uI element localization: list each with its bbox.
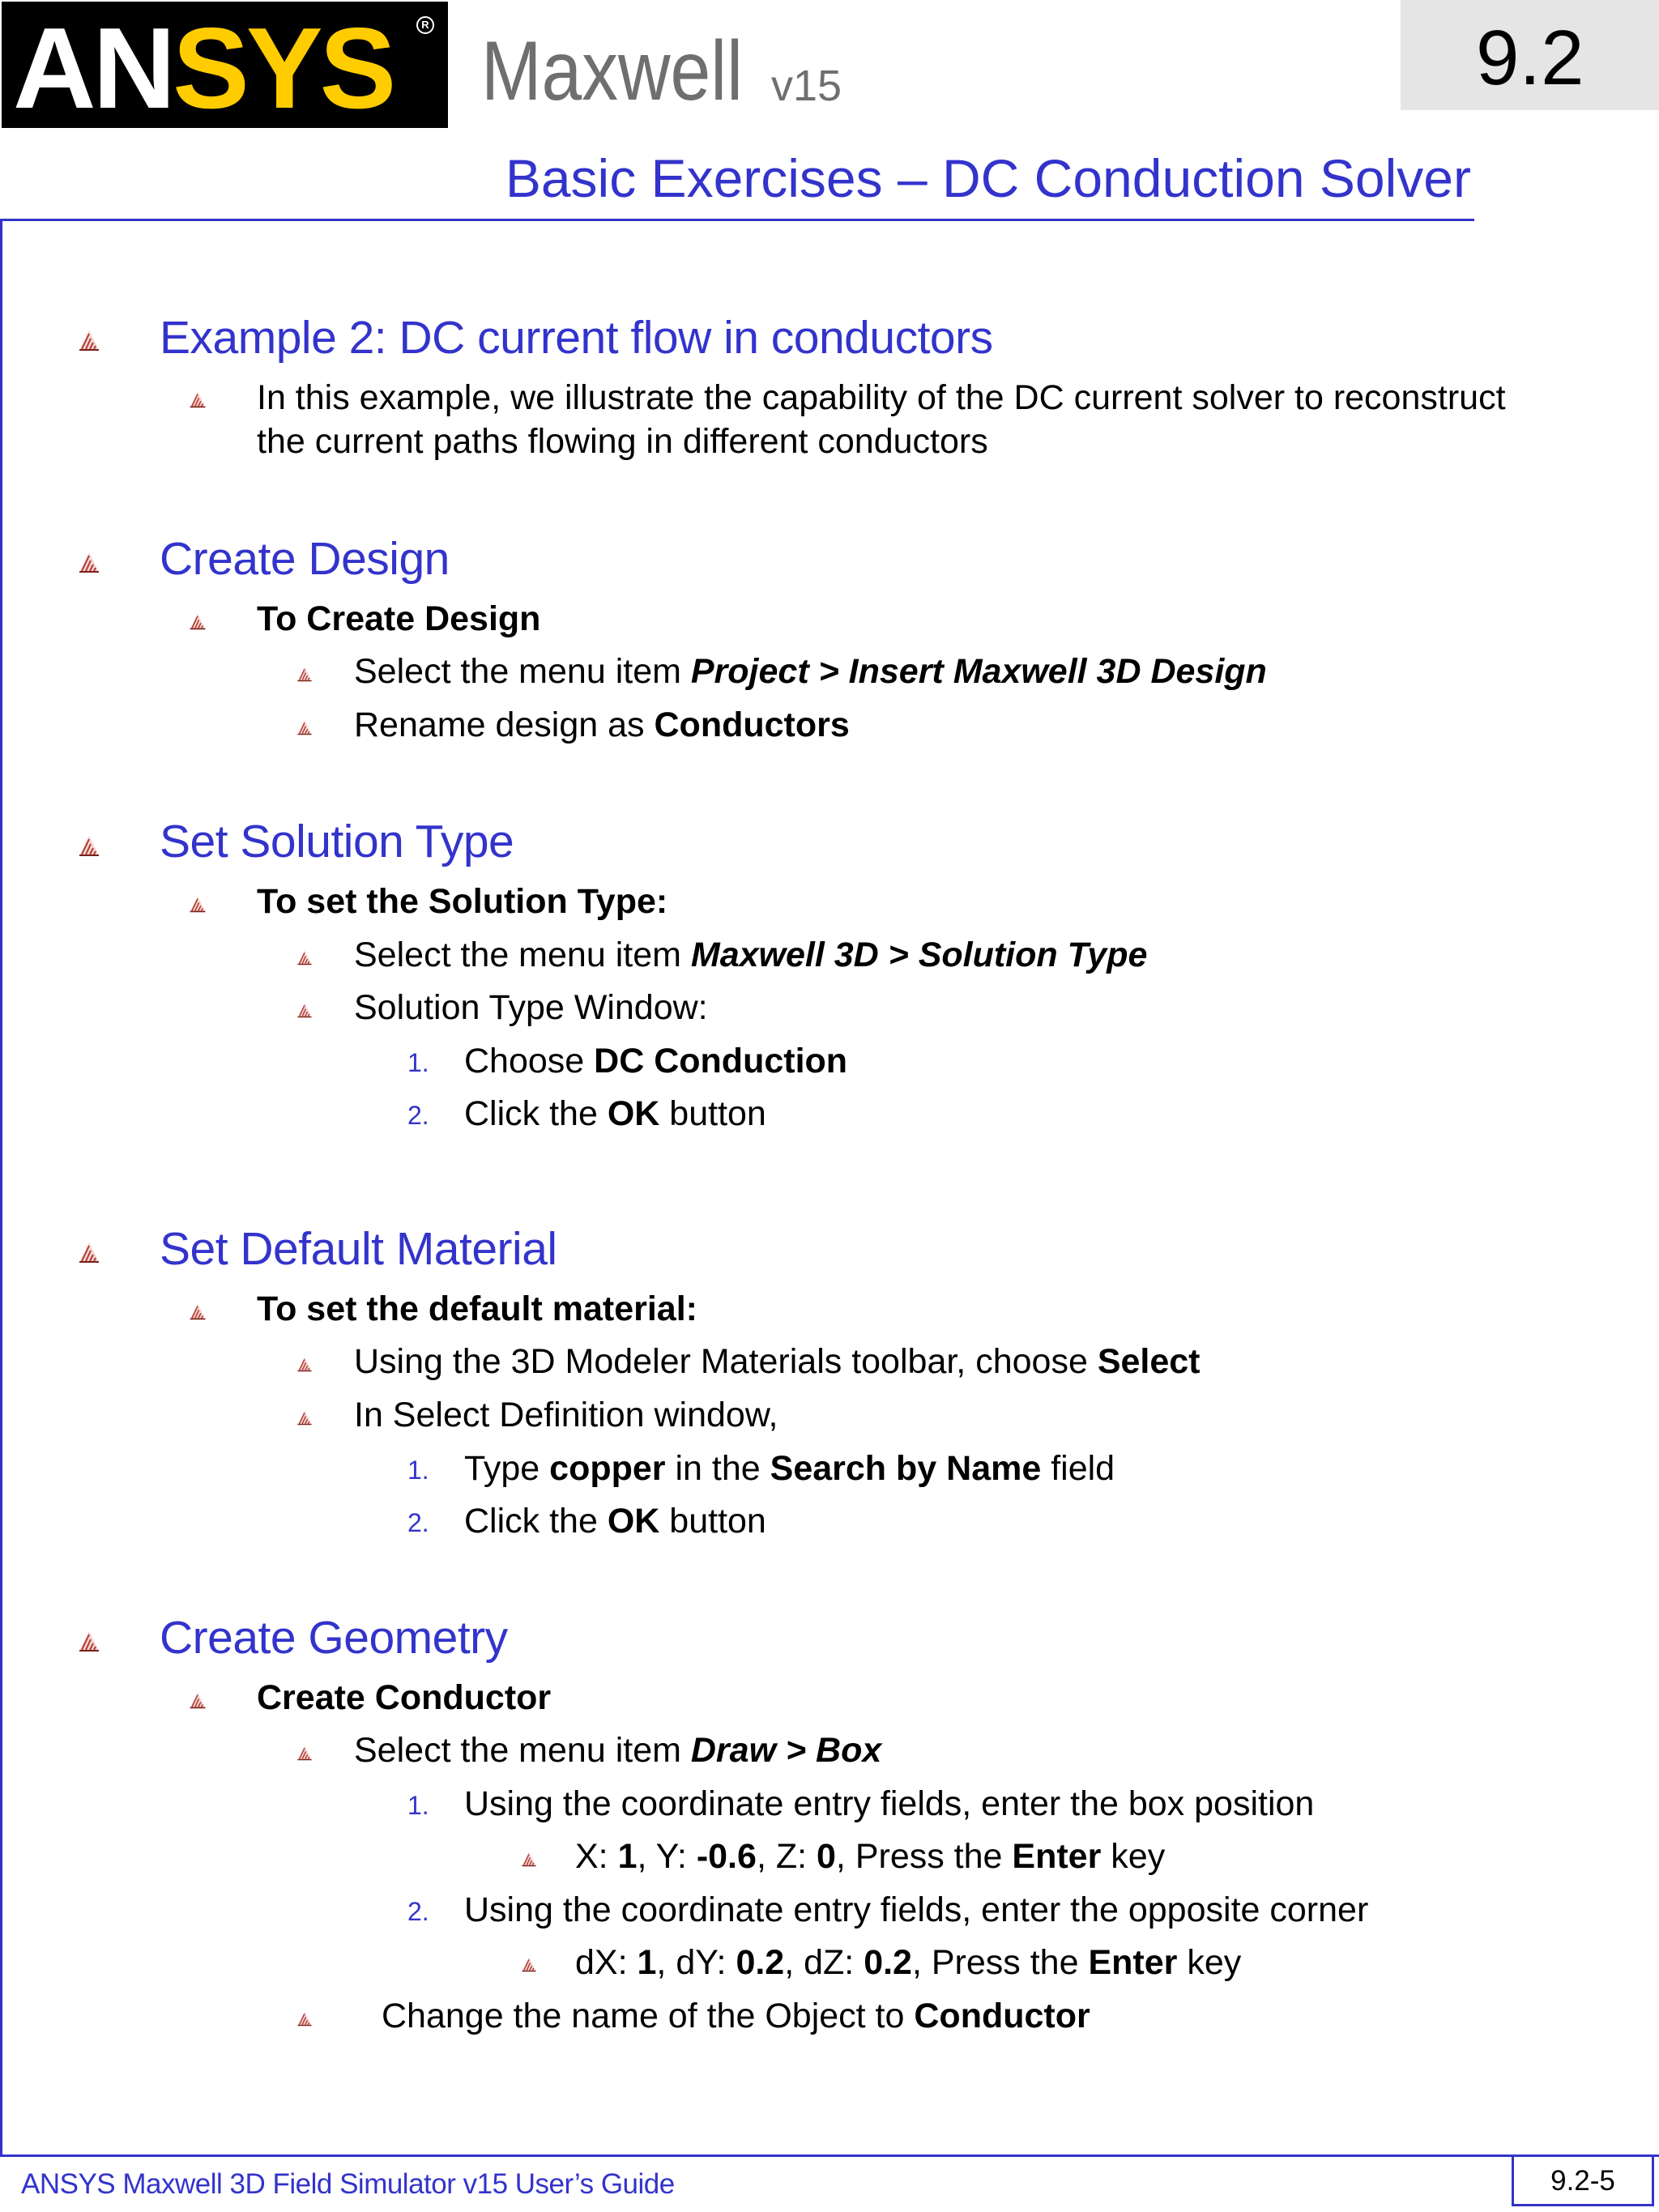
menu-path: Draw > Box	[690, 1731, 882, 1770]
example-description-line-1: In this example, we illustrate the capability of the DC current solver to reconstruct	[257, 378, 1506, 417]
bullet-icon	[296, 1356, 313, 1372]
ansys-logo	[2, 2, 448, 133]
bullet-icon	[189, 390, 207, 408]
solution-type-subheading: To set the Solution Type:	[257, 882, 668, 921]
product-version: v15	[771, 62, 842, 110]
create-geometry-heading: Create Geometry	[160, 1612, 508, 1664]
bullet-icon	[78, 551, 100, 573]
bullet-icon	[78, 329, 100, 352]
header-divider	[0, 219, 1474, 221]
footer-title: ANSYS Maxwell 3D Field Simulator v15 User’s Guide	[21, 2168, 675, 2200]
default-material-step-1: Using the 3D Modeler Materials toolbar, choose Select	[354, 1342, 1201, 1381]
bullet-icon	[296, 1409, 313, 1426]
box-size-values: dX: 1, dY: 0.2, dZ: 0.2, Press the Enter key	[575, 1943, 1242, 1982]
bullet-icon	[296, 666, 313, 682]
bullet-icon	[78, 1241, 100, 1264]
logo-wordmark: ANSYS	[13, 4, 394, 133]
chapter-number: 9.2	[1476, 15, 1584, 101]
box-position-values: X: 1, Y: -0.6, Z: 0, Press the Enter key	[575, 1837, 1166, 1876]
bullet-icon	[78, 1630, 100, 1652]
bullet-icon	[78, 834, 100, 857]
section-title: Basic Exercises – DC Conduction Solver	[505, 148, 1471, 208]
solution-type-substep-2: Click the OK button	[464, 1094, 766, 1133]
bullet-icon	[189, 1302, 207, 1320]
create-design-heading: Create Design	[160, 533, 450, 585]
step-number: 2.	[407, 1508, 429, 1537]
default-material-substep-1: Type copper in the Search by Name field	[464, 1449, 1115, 1488]
step-number: 2.	[407, 1897, 429, 1926]
bullet-icon	[521, 1851, 537, 1867]
default-material-step-2: In Select Definition window,	[354, 1396, 778, 1434]
registered-mark-icon: R	[416, 16, 434, 34]
default-material-heading: Set Default Material	[160, 1223, 557, 1275]
create-geometry-substep-2: Using the coordinate entry fields, enter the opposite corner	[464, 1890, 1369, 1929]
create-design-subheading: To Create Design	[257, 599, 541, 638]
example-heading: Example 2: DC current flow in conductors	[160, 312, 993, 364]
step-number: 1.	[407, 1791, 429, 1820]
create-geometry-substep-1: Using the coordinate entry fields, enter the box position	[464, 1784, 1315, 1823]
bullet-icon	[296, 1002, 313, 1018]
bullet-icon	[296, 2010, 313, 2027]
create-geometry-subheading: Create Conductor	[257, 1678, 552, 1717]
bullet-icon	[296, 949, 313, 965]
default-material-subheading: To set the default material:	[257, 1289, 697, 1328]
left-border	[0, 219, 2, 2154]
create-geometry-step-2: Change the name of the Object to Conductor	[382, 1997, 1090, 2035]
default-material-substep-2: Click the OK button	[464, 1502, 766, 1541]
bullet-icon	[189, 1691, 207, 1709]
menu-path: Project > Insert Maxwell 3D Design	[690, 652, 1267, 691]
solution-type-step-2: Solution Type Window:	[354, 988, 708, 1027]
create-design-step-1: Select the menu item Project > Insert Maxwell 3D Design	[354, 652, 1267, 691]
page-number-box	[1512, 2154, 1654, 2206]
page-number: 9.2-5	[1550, 2165, 1615, 2197]
menu-path: Maxwell 3D > Solution Type	[690, 936, 1148, 974]
solution-type-substep-1: Choose DC Conduction	[464, 1042, 848, 1080]
create-design-step-2: Rename design as Conductors	[354, 705, 850, 744]
product-name: Maxwell	[481, 24, 744, 118]
bullet-icon	[521, 1956, 537, 1972]
step-number: 1.	[407, 1048, 429, 1077]
create-geometry-step-1: Select the menu item Draw > Box	[354, 1731, 882, 1770]
bullet-icon	[189, 895, 207, 913]
footer-divider	[0, 2154, 1659, 2157]
bullet-icon	[296, 719, 313, 735]
step-number: 1.	[407, 1455, 429, 1485]
bullet-icon	[189, 612, 207, 630]
solution-type-step-1: Select the menu item Maxwell 3D > Solution Type	[354, 936, 1148, 974]
bullet-icon	[296, 1745, 313, 1761]
solution-type-heading: Set Solution Type	[160, 816, 514, 867]
example-description-line-2: the current paths flowing in different conductors	[257, 422, 988, 461]
step-number: 2.	[407, 1101, 429, 1130]
